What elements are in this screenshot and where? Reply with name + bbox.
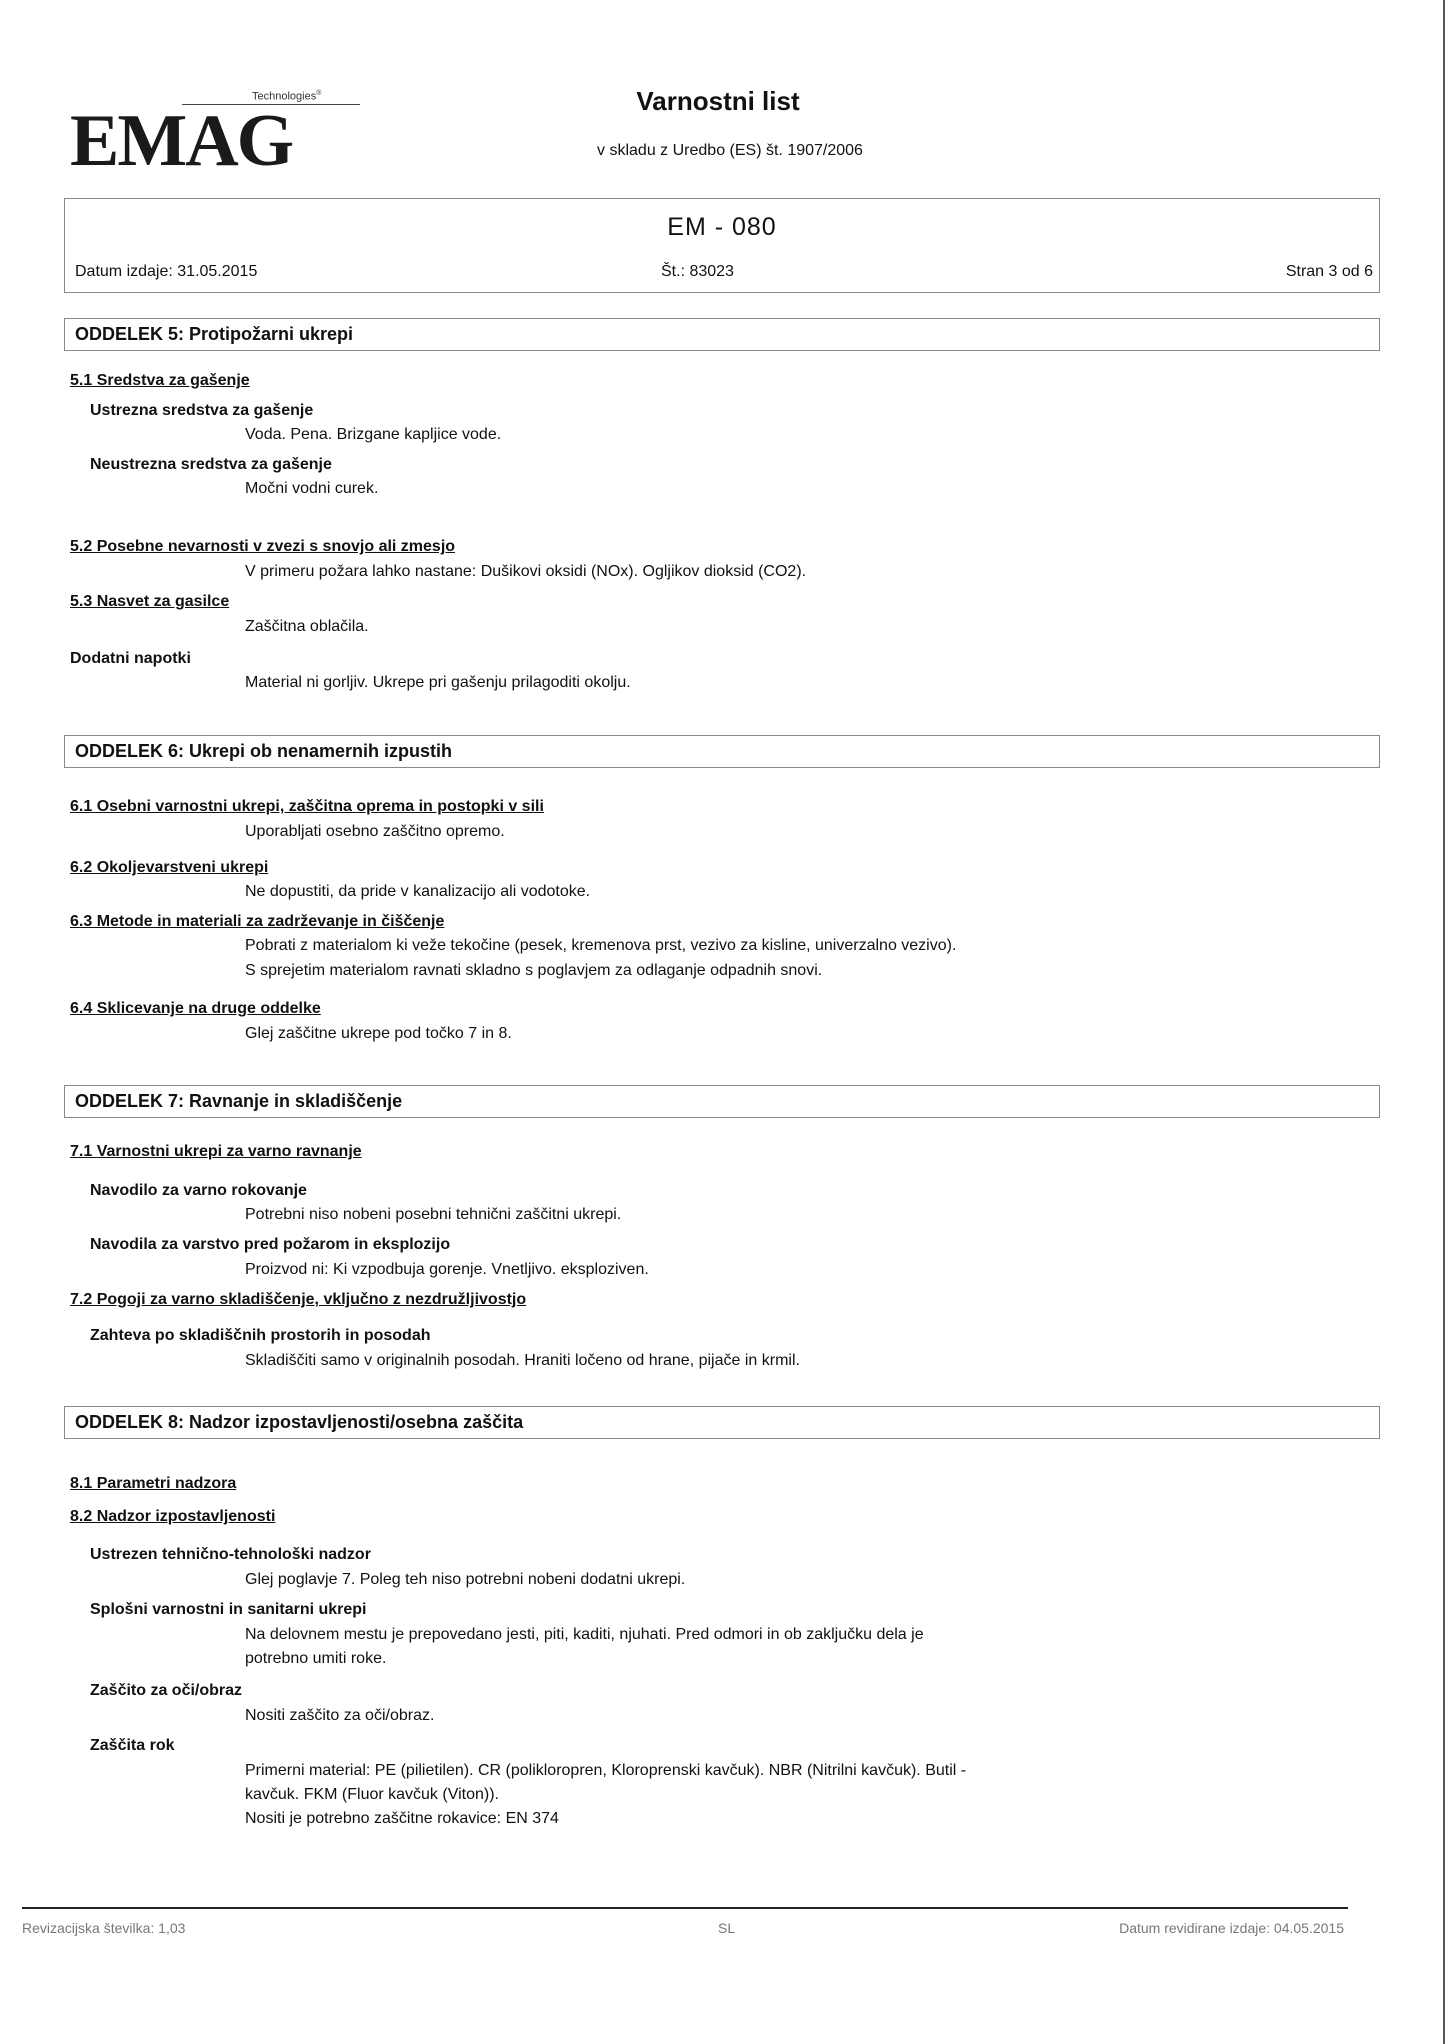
- text-6-1: Uporabljati osebno zaščitno opremo.: [245, 823, 505, 840]
- label-unsuitable-extinguishing: Neustrezna sredstva za gašenje: [90, 456, 332, 473]
- text-eye-protection: Nositi zaščito za oči/obraz.: [245, 1707, 435, 1724]
- subsection-6-3: 6.3 Metode in materiali za zadrževanje in čiščenje: [70, 913, 445, 930]
- footer-language: SL: [718, 1920, 736, 1936]
- text-suitable-extinguishing: Voda. Pena. Brizgane kapljice vode.: [245, 426, 502, 443]
- product-header-box: [64, 198, 1380, 293]
- text-storage-requirements: Skladiščiti samo v originalnih posodah. Hraniti ločeno od hrane, pijače in krmil.: [245, 1352, 800, 1369]
- document-subtitle: v skladu z Uredbo (ES) št. 1907/2006: [597, 142, 863, 159]
- label-storage-requirements: Zahteva po skladiščnih prostorih in posodah: [90, 1327, 431, 1344]
- text-5-3: Zaščitna oblačila.: [245, 618, 369, 635]
- subsection-8-1: 8.1 Parametri nadzora: [70, 1475, 237, 1492]
- text-hand-protection-line2: kavčuk. FKM (Fluor kavčuk (Viton)).: [245, 1786, 499, 1803]
- label-hygiene-measures: Splošni varnostni in sanitarni ukrepi: [90, 1601, 367, 1618]
- logo-tagline: Technologies®: [252, 90, 322, 103]
- text-hygiene-line2: potrebno umiti roke.: [245, 1650, 387, 1667]
- subsection-5-2: 5.2 Posebne nevarnosti v zvezi s snovjo ali zmesjo: [70, 538, 456, 555]
- text-6-2: Ne dopustiti, da pride v kanalizacijo ali vodotoke.: [245, 883, 591, 900]
- subsection-7-1: 7.1 Varnostni ukrepi za varno ravnanje: [70, 1143, 362, 1160]
- section-7-heading: ODDELEK 7: Ravnanje in skladiščenje: [64, 1085, 1380, 1118]
- subsection-6-2: 6.2 Okoljevarstveni ukrepi: [70, 859, 269, 876]
- label-safe-handling: Navodilo za varno rokovanje: [90, 1182, 307, 1199]
- label-fire-explosion: Navodila za varstvo pred požarom in eksplozijo: [90, 1236, 451, 1253]
- subsection-5-1: 5.1 Sredstva za gašenje: [70, 372, 250, 389]
- logo-brand: EMAG: [70, 100, 293, 182]
- footer-revision-number: Revizacijska številka: 1,03: [22, 1920, 186, 1936]
- label-engineering-controls: Ustrezen tehnično-tehnološki nadzor: [90, 1546, 371, 1563]
- footer-revision-date: Datum revidirane izdaje: 04.05.2015: [1119, 1920, 1344, 1936]
- subsection-6-1: 6.1 Osebni varnostni ukrepi, zaščitna oprema in postopki v sili: [70, 798, 544, 815]
- label-eye-protection: Zaščito za oči/obraz: [90, 1682, 243, 1699]
- subsection-7-2: 7.2 Pogoji za varno skladiščenje, vključno z nezdružljivostjo: [70, 1291, 527, 1308]
- section-5-heading: ODDELEK 5: Protipožarni ukrepi: [64, 318, 1380, 351]
- document-number: Št.: 83023: [661, 263, 734, 280]
- issue-date: Datum izdaje: 31.05.2015: [75, 263, 258, 280]
- label-additional-notes: Dodatni napotki: [70, 650, 191, 667]
- document-title: Varnostni list: [636, 86, 800, 116]
- footer-divider: [22, 1907, 1348, 1909]
- text-hand-protection-line3: Nositi je potrebno zaščitne rokavice: EN 374: [245, 1810, 559, 1827]
- section-8-heading: ODDELEK 8: Nadzor izpostavljenosti/osebna zaščita: [64, 1406, 1380, 1439]
- text-safe-handling: Potrebni niso nobeni posebni tehnični zaščitni ukrepi.: [245, 1206, 622, 1223]
- page-edge: [1443, 0, 1445, 2044]
- text-5-2: V primeru požara lahko nastane: Dušikovi oksidi (NOx). Ogljikov dioksid (CO2).: [245, 563, 807, 580]
- text-engineering-controls: Glej poglavje 7. Poleg teh niso potrebni nobeni dodatni ukrepi.: [245, 1571, 686, 1588]
- text-hand-protection-line1: Primerni material: PE (pilietilen). CR (polikloropren, Kloroprenski kavčuk). NBR (Nitrilni kavčuk). Butil -: [245, 1762, 967, 1779]
- text-6-3-line1: Pobrati z materialom ki veže tekočine (pesek, kremenova prst, vezivo za kisline, univerzalno vezivo).: [245, 937, 957, 954]
- subsection-8-2: 8.2 Nadzor izpostavljenosti: [70, 1508, 276, 1525]
- page-number: Stran 3 od 6: [1285, 263, 1373, 280]
- label-suitable-extinguishing: Ustrezna sredstva za gašenje: [90, 402, 314, 419]
- section-6-heading: ODDELEK 6: Ukrepi ob nenamernih izpustih: [64, 735, 1380, 768]
- text-unsuitable-extinguishing: Močni vodni curek.: [245, 480, 379, 497]
- subsection-6-4: 6.4 Sklicevanje na druge oddelke: [70, 1000, 321, 1017]
- text-6-3-line2: S sprejetim materialom ravnati skladno s poglavjem za odlaganje odpadnih snovi.: [245, 962, 823, 979]
- text-hygiene-line1: Na delovnem mestu je prepovedano jesti, piti, kaditi, njuhati. Pred odmori in ob zaključku dela je: [245, 1626, 924, 1643]
- subsection-5-3: 5.3 Nasvet za gasilce: [70, 593, 230, 610]
- product-name: EM - 080: [667, 213, 777, 241]
- text-6-4: Glej zaščitne ukrepe pod točko 7 in 8.: [245, 1025, 512, 1042]
- text-fire-explosion: Proizvod ni: Ki vzpodbuja gorenje. Vnetljivo. eksploziven.: [245, 1261, 649, 1278]
- text-additional-notes: Material ni gorljiv. Ukrepe pri gašenju prilagoditi okolju.: [245, 674, 631, 691]
- label-hand-protection: Zaščita rok: [90, 1737, 175, 1754]
